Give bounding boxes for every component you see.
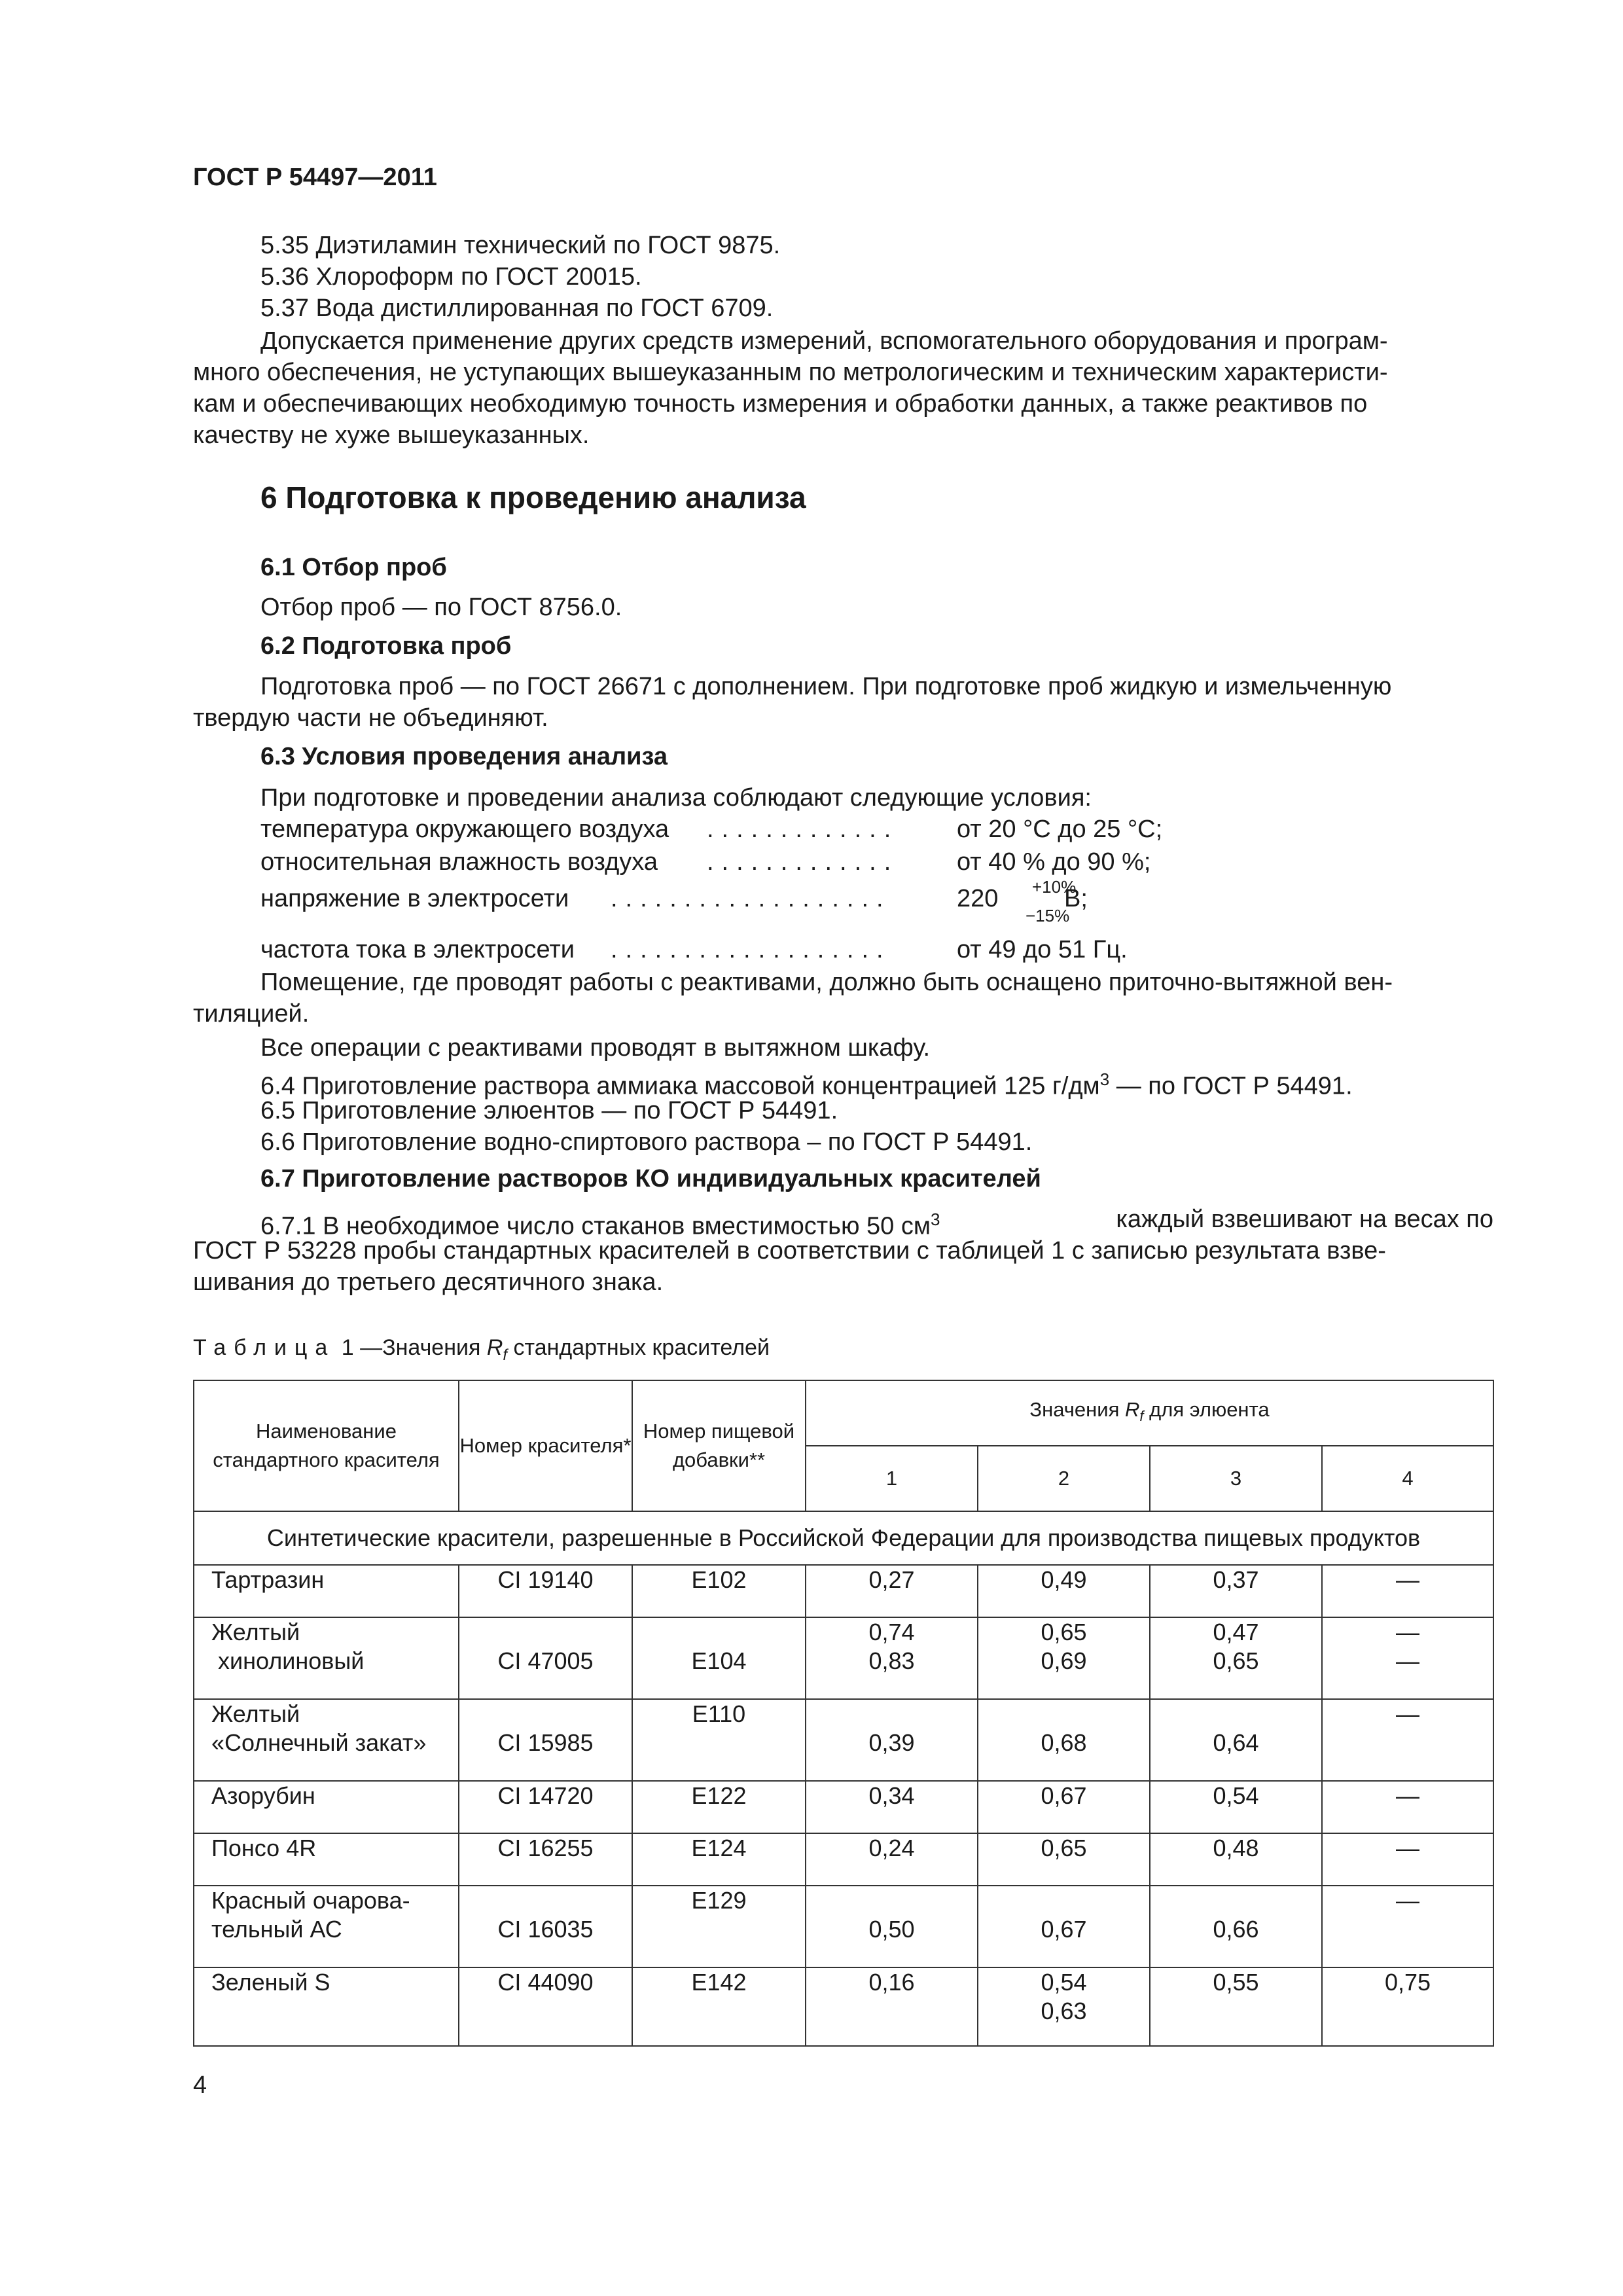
cell-rf-eluent-3: 0,37 [1150,1565,1322,1617]
cell-food-additive: E110 [632,1699,806,1781]
table-row [194,1886,1493,1967]
cell-rf-eluent-4: — [1322,1565,1493,1617]
document-header: ГОСТ Р 54497—2011 [193,164,437,191]
cell-rf-eluent-2: 0,65 [978,1833,1150,1886]
table-row [194,1565,1493,1617]
cell-food-additive: E102 [632,1565,806,1617]
cell-rf-eluent-2: 0,49 [978,1565,1150,1617]
leader-dots: ................... [611,936,891,963]
col-header-rf-values: Значения $R_f$ для элюента [806,1380,1493,1446]
cell-rf-eluent-1: 0,34 [806,1781,978,1833]
cell-dye-name: Понсо 4R [194,1833,459,1886]
leader-dots: ................... [611,885,891,912]
table-row [194,1699,1493,1781]
cell-food-additive: E122 [632,1781,806,1833]
cell-rf-eluent-3: 0,47 0,65 [1150,1617,1322,1699]
cell-dye-number: CI 19140 [459,1565,632,1617]
col-header-eluent-1: 1 [806,1446,978,1511]
table-row [194,1617,1493,1699]
rf-subscript: f [503,1346,508,1364]
section-6-1-text: Отбор проб — по ГОСТ 8756.0. [260,594,622,621]
cell-dye-number: CI 16035 [459,1886,632,1967]
cell-rf-eluent-4: — [1322,1699,1493,1781]
cell-rf-eluent-1: 0,50 [806,1886,978,1967]
section-6-4-tail: — по ГОСТ Р 54491. [1109,1072,1353,1100]
table-header-row [194,1380,1493,1446]
section-6-7-1-line-3: шивания до третьего десятичного знака. [193,1268,664,1296]
condition-label: напряжение в электросети [260,885,569,912]
room-line-1: Помещение, где проводят работы с реактивами, должно быть оснащено приточно-вытяжной вен- [260,969,1393,996]
leader-dots: ............. [707,848,899,876]
condition-humidity [260,847,1491,877]
section-6-1-title: 6.1 Отбор проб [260,554,447,581]
cell-rf-eluent-2: 0,68 [978,1699,1150,1781]
cell-dye-number: CI 16255 [459,1833,632,1886]
cell-dye-name: Желтый хинолиновый [194,1617,459,1699]
table-group-row [194,1511,1493,1565]
condition-frequency [260,935,1491,965]
cell-rf-eluent-2: 0,54 0,63 [978,1967,1150,2046]
table-caption-word: Таблица [193,1335,336,1360]
section-6-6-text: 6.6 Приготовление водно-спиртового раствора – по ГОСТ Р 54491. [260,1128,1033,1156]
cell-rf-eluent-3: 0,54 [1150,1781,1322,1833]
room-line-2: тиляцией. [193,1000,310,1028]
section-6-2-line-2: твердую части не объединяют. [193,704,548,732]
cell-rf-eluent-4: 0,75 [1322,1967,1493,2046]
voltage-plus-tolerance: +10% [1032,877,1077,897]
superscript: 3 [930,1210,940,1229]
cell-rf-eluent-4: — [1322,1781,1493,1833]
condition-value: от 20 °С до 25 °С; [957,816,1163,843]
col-header-dye-name: Наименование стандартного красителя [194,1380,459,1511]
rf-values-table [193,1380,1494,2047]
cell-rf-eluent-1: 0,39 [806,1699,978,1781]
cell-dye-name: Зеленый S [194,1967,459,2046]
cell-rf-eluent-1: 0,16 [806,1967,978,2046]
table-row [194,1967,1493,2046]
col-header-food-additive: Номер пищевой добавки** [632,1380,806,1511]
cell-rf-eluent-3: 0,66 [1150,1886,1322,1967]
superscript: 3 [1099,1069,1110,1089]
fume-hood-text: Все операции с реактивами проводят в вытяжном шкафу. [260,1034,931,1062]
table-row [194,1833,1493,1886]
section-6-7-title: 6.7 Приготовление растворов КО индивидуальных красителей [260,1165,1041,1193]
cell-food-additive: E124 [632,1833,806,1886]
cell-food-additive: E104 [632,1617,806,1699]
table-body [194,1565,1493,2046]
condition-value [957,877,1088,925]
cell-rf-eluent-3: 0,48 [1150,1833,1322,1886]
section-6-4-main: 6.4 Приготовление раствора аммиака массовой концентрацией 125 г/дм [260,1072,1100,1100]
cell-rf-eluent-1: 0,74 0,83 [806,1617,978,1699]
table-row [194,1781,1493,1833]
note-line-1: Допускается применение других средств измерений, вспомогательного оборудования и програм- [260,327,1388,355]
section-6-7-1-line-2: ГОСТ Р 53228 пробы стандартных красителей в соответствии с таблицей 1 с записью результата взве- [193,1237,1386,1265]
item-5-36: 5.36 Хлороформ по ГОСТ 20015. [260,263,642,291]
cell-dye-number: CI 15985 [459,1699,632,1781]
item-5-37: 5.37 Вода дистиллированная по ГОСТ 6709. [260,295,774,322]
condition-label: частота тока в электросети [260,936,575,963]
cell-dye-name: Азорубин [194,1781,459,1833]
condition-temperature [260,814,1491,844]
cell-dye-number: CI 44090 [459,1967,632,2046]
section-6-3-title: 6.3 Условия проведения анализа [260,743,668,770]
cell-rf-eluent-2: 0,65 0,69 [978,1617,1150,1699]
cell-dye-number: CI 47005 [459,1617,632,1699]
cell-dye-name: Красный очарова- тельный АС [194,1886,459,1967]
cell-dye-name: Желтый «Солнечный закат» [194,1699,459,1781]
condition-label: температура окружающего воздуха [260,816,669,843]
condition-voltage [260,877,1491,925]
table-caption-number: 1 —Значения [335,1335,487,1360]
cell-food-additive: E142 [632,1967,806,2046]
section-6-2-title: 6.2 Подготовка проб [260,632,512,660]
table-caption [193,1335,770,1365]
cell-dye-name: Тартразин [194,1565,459,1617]
cell-rf-eluent-1: 0,24 [806,1833,978,1886]
col-header-eluent-2: 2 [978,1446,1150,1511]
cell-rf-eluent-1: 0,27 [806,1565,978,1617]
cell-rf-eluent-3: 0,64 [1150,1699,1322,1781]
page-number: 4 [193,2072,207,2099]
item-5-35: 5.35 Диэтиламин технический по ГОСТ 9875. [260,232,781,259]
cell-rf-eluent-4: — [1322,1833,1493,1886]
section-6-5-text: 6.5 Приготовление элюентов — по ГОСТ Р 54491. [260,1097,838,1124]
section-6-7-1-part-a: 6.7.1 В необходимое число стаканов вместимостью 50 $см^3$ [260,1210,940,1240]
voltage-minus-tolerance: −15% [1026,906,1070,925]
group-label: Синтетические красители, разрешенные в Российской Федерации для производства пищевых продуктов [194,1511,1493,1565]
leader-dots: ............. [707,816,899,843]
voltage-unit: В; [1063,885,1088,912]
condition-value: от 49 до 51 Гц. [957,936,1128,963]
section-6-2-line-1: Подготовка проб — по ГОСТ 26671 с дополнением. При подготовке проб жидкую и измельченную [260,673,1392,700]
table-caption-tail: стандартных красителей [507,1335,770,1360]
note-line-3: кам и обеспечивающих необходимую точность измерения и обработки данных, а также реактивов по [193,390,1368,418]
cell-food-additive: E129 [632,1886,806,1967]
note-line-4: качеству не хуже вышеуказанных. [193,422,590,449]
cell-rf-eluent-4: — — [1322,1617,1493,1699]
section-6-title: 6 Подготовка к проведению анализа [260,480,806,514]
col-header-eluent-4: 4 [1322,1446,1493,1511]
cell-rf-eluent-4: — [1322,1886,1493,1967]
section-6-7-1-part-b: каждый взвешивают на весах по [1116,1206,1493,1233]
col-header-dye-number: Номер красителя* [459,1380,632,1511]
condition-label: относительная влажность воздуха [260,848,658,876]
note-line-2: много обеспечения, не уступающих вышеуказанным по метрологическим и техническим характеристи- [193,359,1388,386]
cell-rf-eluent-2: 0,67 [978,1781,1150,1833]
cell-dye-number: CI 14720 [459,1781,632,1833]
rf-symbol: R [486,1335,503,1360]
cell-rf-eluent-2: 0,67 [978,1886,1150,1967]
condition-value: от 40 % до 90 %; [957,848,1151,876]
cell-rf-eluent-3: 0,55 [1150,1967,1322,2046]
col-header-eluent-3: 3 [1150,1446,1322,1511]
section-6-3-intro: При подготовке и проведении анализа соблюдают следующие условия: [260,784,1092,812]
voltage-base: 220 [957,885,999,912]
